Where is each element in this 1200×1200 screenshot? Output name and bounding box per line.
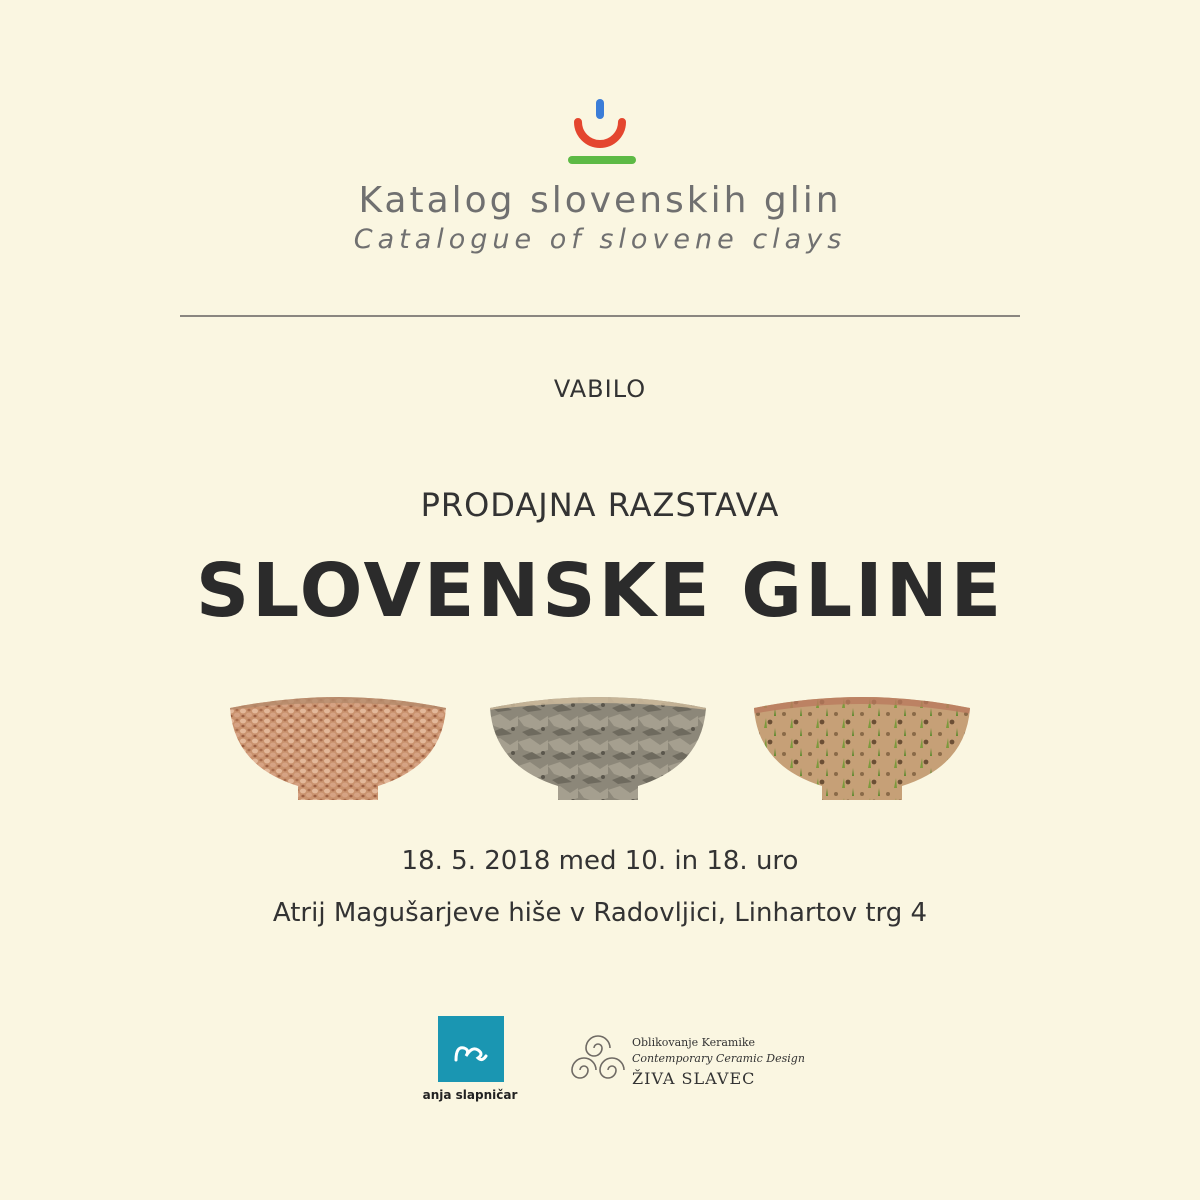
anja-slapnicar-logo-icon	[438, 1016, 504, 1082]
anja-slapnicar-name: anja slapničar	[422, 1088, 518, 1102]
exhibition-title: SLOVENSKE GLINE	[195, 548, 1005, 634]
stone-texture-bowl	[488, 688, 708, 803]
invitation-label: VABILO	[553, 375, 647, 403]
ziva-tagline-slovene: Oblikovanje Keramike	[632, 1036, 756, 1049]
triskelion-spiral-icon	[566, 1028, 630, 1088]
divider	[180, 315, 1020, 317]
exhibition-subtitle: PRODAJNA RAZSTAVA	[420, 486, 780, 524]
soil-texture-bowl	[752, 688, 972, 803]
ziva-slavec-name: ŽIVA SLAVEC	[632, 1069, 756, 1088]
catalogue-title-slovene: Katalog slovenskih glin	[358, 180, 842, 221]
clay-catalogue-logo-icon	[560, 92, 640, 172]
ziva-tagline-english: Contemporary Ceramic Design	[632, 1052, 805, 1065]
catalogue-title-english: Catalogue of slovene clays	[353, 224, 847, 255]
event-location: Atrij Magušarjeve hiše v Radovljici, Linhartov trg 4	[272, 898, 928, 928]
gravel-texture-bowl	[228, 688, 448, 803]
event-date: 18. 5. 2018 med 10. in 18. uro	[401, 846, 799, 876]
